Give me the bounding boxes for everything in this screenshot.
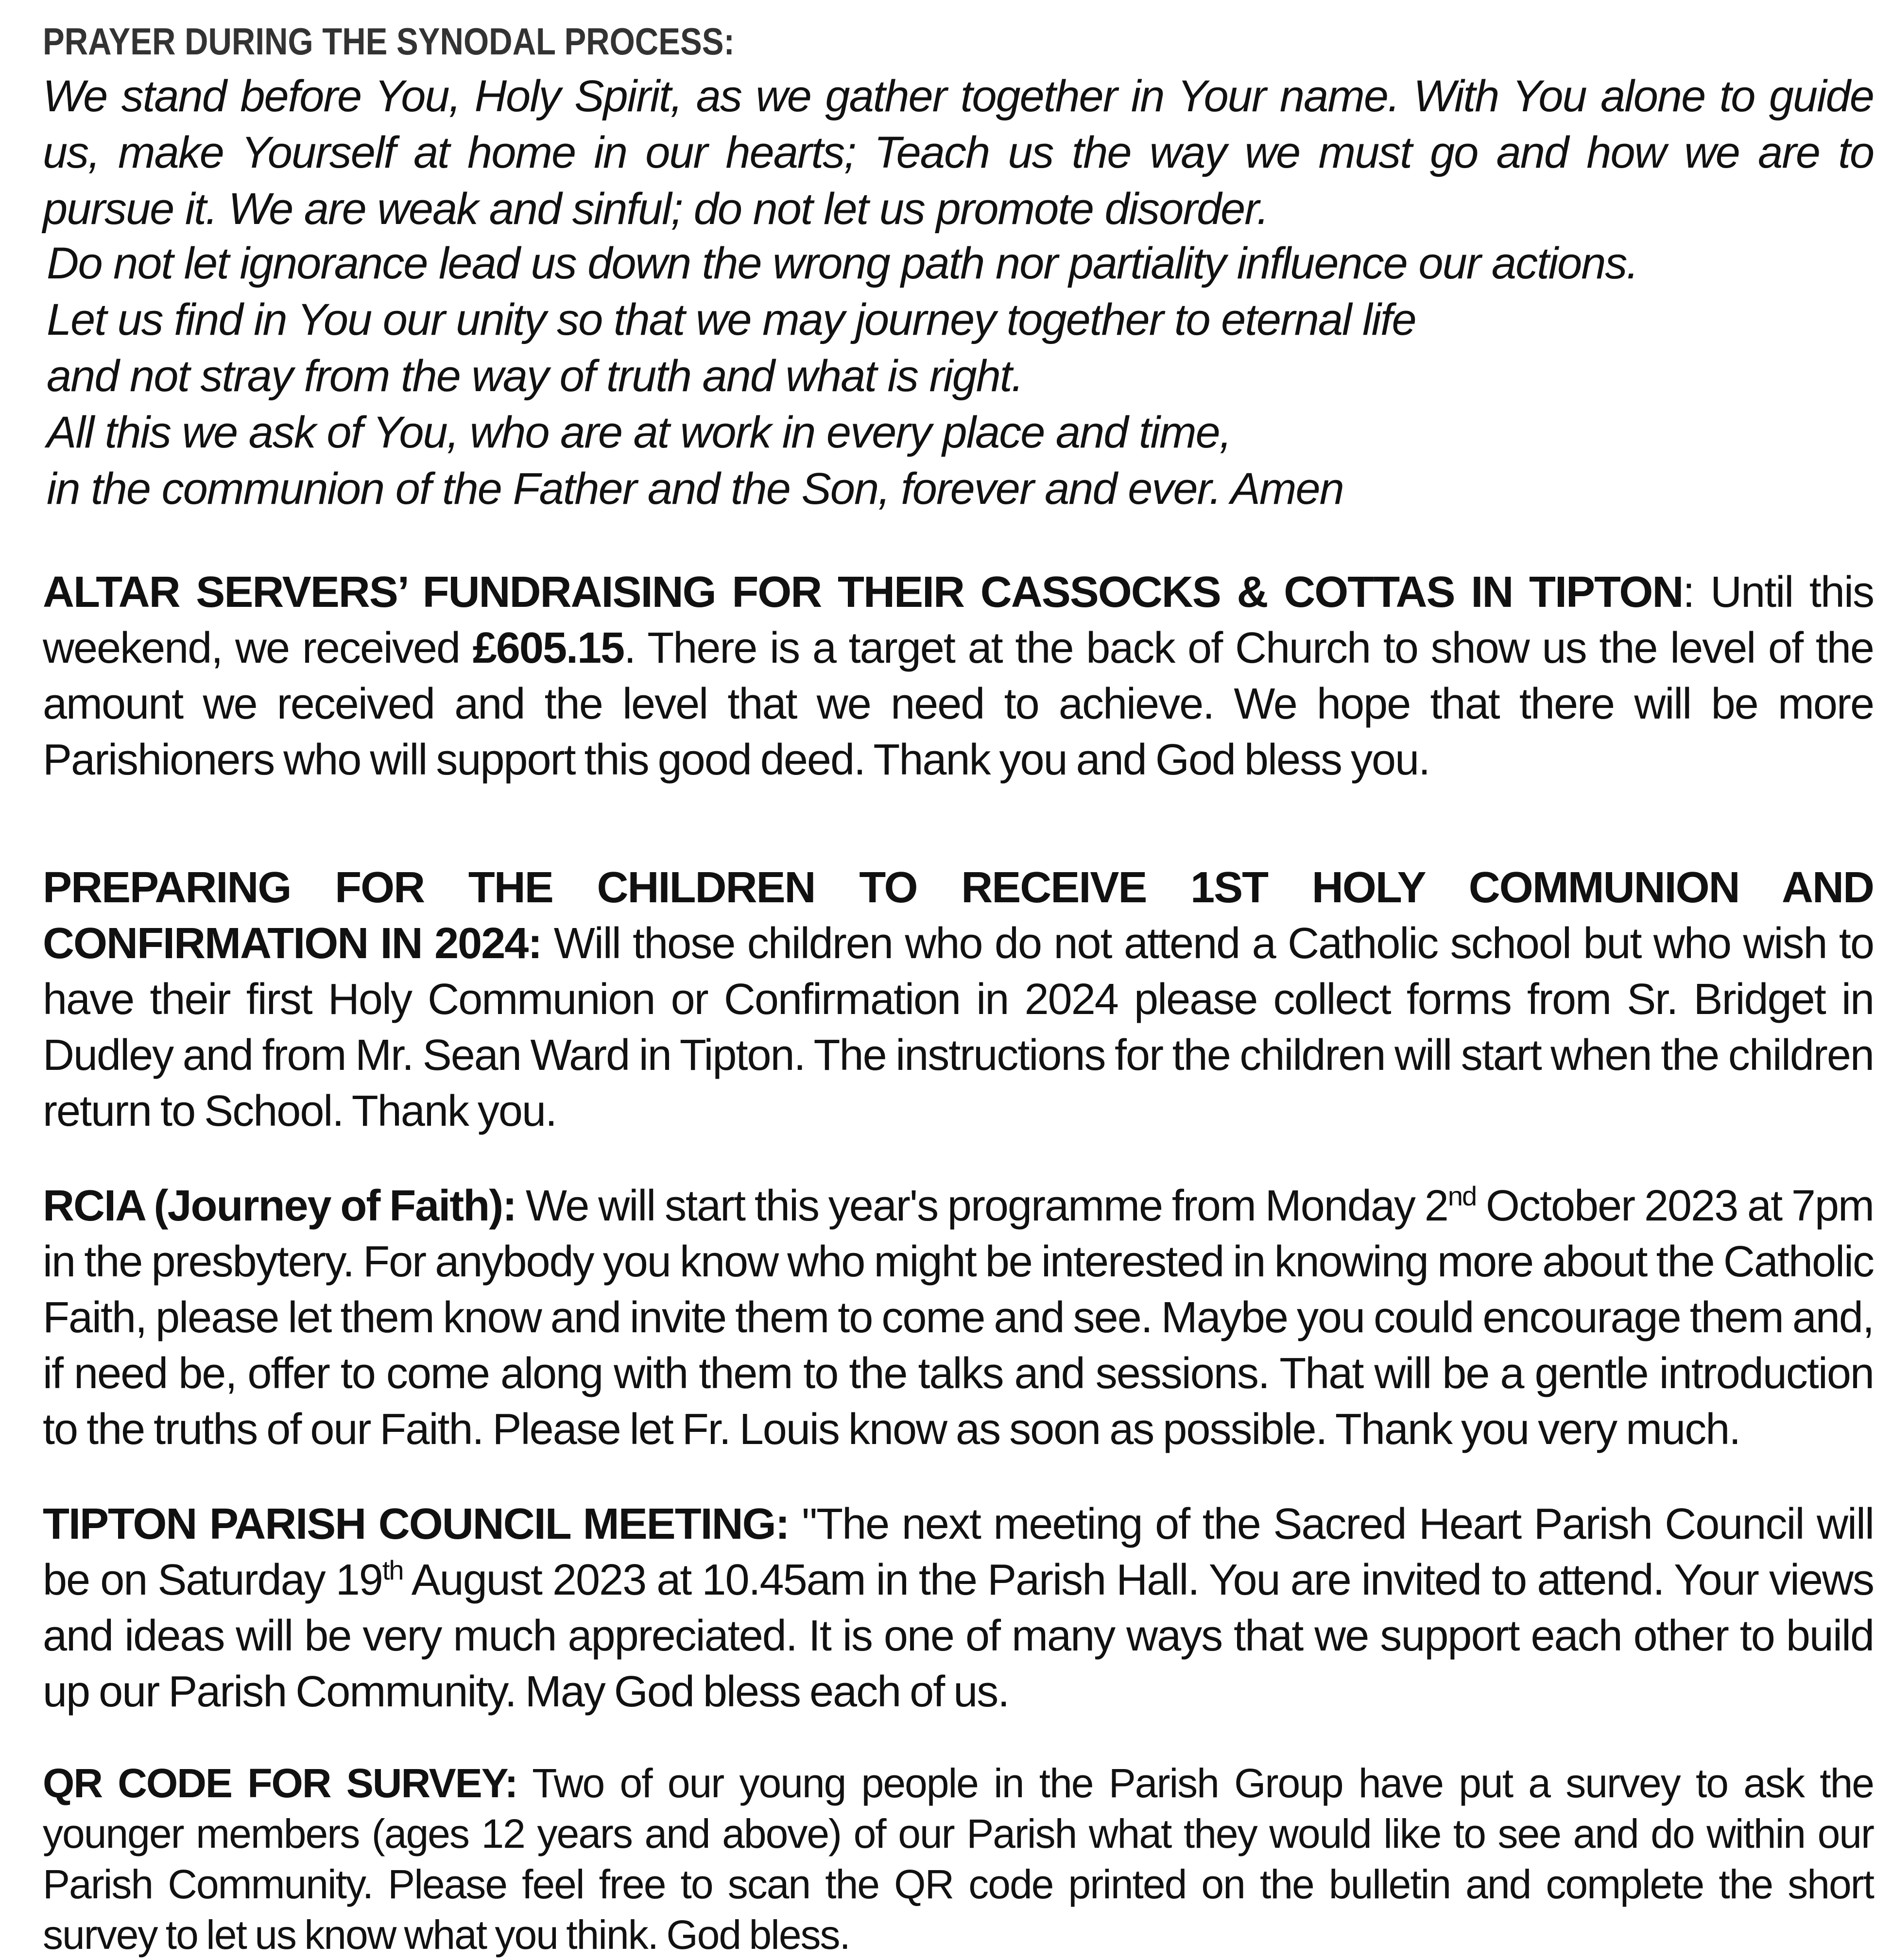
qr-survey-notice [43,1758,1874,1960]
communion-notice [43,860,1874,1139]
communion-heading: PREPARING FOR THE CHILDREN TO RECEIVE 1ST HOLY COMMUNION AND CONFIRMATION IN 2024: [43,863,1874,968]
parish-council-text: "The next meeting of the Sacred Heart Parish Council will be on Saturday 19 [43,1500,1874,1604]
altar-servers-text: Until this weekend, we received [43,568,1874,672]
rcia-text-end: October 2023 at 7pm in the presbytery. For anybody you know who might be interested in knowing more about the Catholic Faith, please let them know and invite them to come and see. Maybe you could encourage them and, if need be, offer to come along with them to the talks and sessions. That will be a gentle introduction to the truths of our Faith. Please let Fr. Louis know as soon as possible. Thank you very much. [43,1182,1874,1454]
prayer-line: Do not let ignorance lead us down the wrong path nor partiality influence our actions. [47,239,1638,288]
qr-survey-body: Two of our young people in the Parish Group have put a survey to ask the younger members (ages 12 years and above) of our Parish what they would like to see and do within our Parish Community. Please feel free to scan the QR code printed on the bulletin and complete the short survey to let us know what you think. God bless. [43,1760,1874,1958]
parish-council-notice [43,1496,1874,1720]
altar-servers-text-end: . There is a target at the back of Church to show us the level of the amount we received and the level that we need to achieve. We hope that there will be more Parishioners who will support this good deed. Thank you and God bless you. [43,624,1874,784]
prayer-lines [43,235,1874,517]
altar-servers-colon: : [1683,568,1694,617]
qr-survey-heading: QR CODE FOR SURVEY: [43,1760,517,1806]
parish-council-heading: TIPTON PARISH COUNCIL MEETING: [43,1500,789,1548]
prayer-line: and not stray from the way of truth and what is right. [47,351,1023,401]
parish-council-text-end: August 2023 at 10.45am in the Parish Hall. You are invited to attend. Your views and ideas will be very much appreciated. It is one of many ways that we support each other to build up our Parish Community. May God bless each of us. [43,1556,1874,1716]
prayer-heading: PRAYER DURING THE SYNODAL PROCESS: [43,20,735,63]
altar-servers-notice [43,565,1874,788]
rcia-ordinal-suffix: nd [1447,1181,1477,1211]
bulletin-content [43,15,1874,1960]
rcia-notice [43,1178,1874,1458]
prayer-line: in the communion of the Father and the Son, forever and ever. Amen [47,464,1343,514]
prayer-section [43,15,1874,517]
prayer-line: All this we ask of You, who are at work in every place and time, [47,408,1231,457]
parish-council-ordinal-suffix: th [382,1555,403,1585]
communion-body: Will those children who do not attend a Catholic school but who wish to have their first Holy Communion or Confirmation in 2024 please collect forms from Sr. Bridget in Dudley and from Mr. Sean Ward in Tipton. The instructions for the children will start when the children return to School. Thank you. [43,919,1874,1135]
prayer-intro: We stand before You, Holy Spirit, as we gather together in Your name. With You alone to guide us, make Yourself at home in our hearts; Teach us the way we must go and how we are to pursue it. We are weak and sinful; do not let us promote disorder. [43,71,1874,234]
altar-servers-amount: £605.15 [472,624,624,672]
rcia-text: We will start this year's programme from Monday 2 [516,1182,1448,1230]
prayer-line: Let us find in You our unity so that we may journey together to eternal life [47,295,1416,344]
rcia-heading: RCIA (Journey of Faith): [43,1182,516,1230]
altar-servers-heading: ALTAR SERVERS’ FUNDRAISING FOR THEIR CASSOCKS & COTTAS IN TIPTON [43,568,1683,617]
